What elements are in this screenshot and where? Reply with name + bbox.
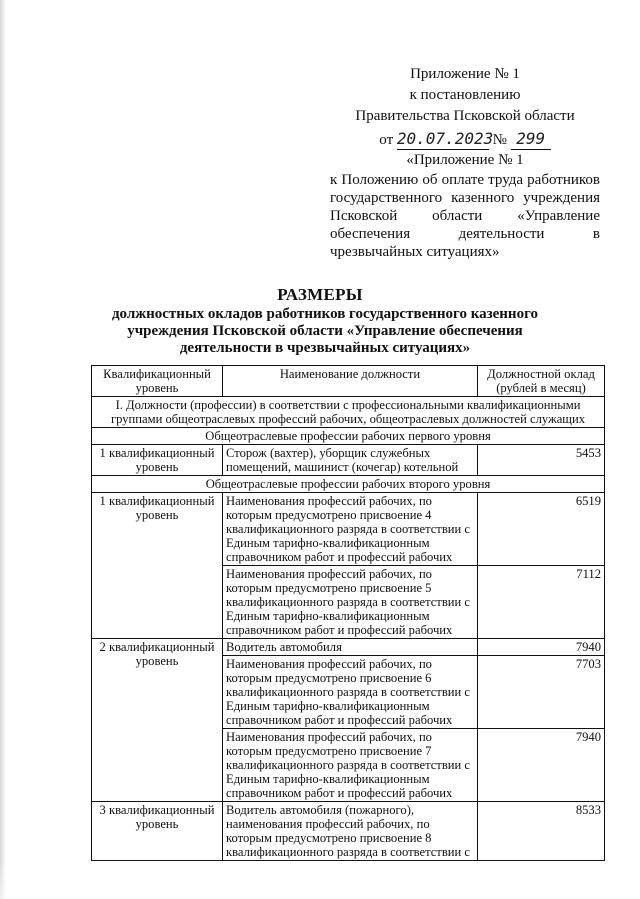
scan-bottom-fade xyxy=(0,859,640,899)
level-cell: 1 квалификационный уровень xyxy=(92,493,223,639)
salary-cell: 5453 xyxy=(478,445,605,476)
group-row xyxy=(92,476,605,493)
position-cell: Наименования профессий рабочих, по которым предусмотрено присвоение 6 квалификационного разряда в соответствии с Единым тарифно-квалификационным справочником работ и профессий рабочих xyxy=(223,656,478,729)
position-cell: Наименования профессий рабочих, по которым предусмотрено присвоение 7 квалификационного разряда в соответствии с Единым тарифно-квалификационным справочником работ и профессий рабочих xyxy=(223,729,478,802)
header-line-1: Приложение № 1 xyxy=(410,66,520,82)
level-cell: 1 квалификационный уровень xyxy=(92,445,223,476)
attachment-note xyxy=(330,150,600,261)
header-position: Наименование должности xyxy=(223,366,478,397)
number-prefix: № xyxy=(492,132,507,148)
date-prefix: от xyxy=(379,132,394,148)
position-cell: Наименования профессий рабочих, по которым предусмотрено присвоение 5 квалификационного разряда в соответствии с Единым тарифно-квалификационным справочником работ и профессий рабочих xyxy=(223,566,478,639)
approval-header xyxy=(330,64,600,151)
level-cell: 3 квалификационный уровень xyxy=(92,802,223,861)
attachment-text: к Положению об оплате труда работников государственного казенного учреждения Псковской области «Управление обеспечения деятельности в чрезвычайных ситуациях» xyxy=(330,172,600,260)
header-date-line xyxy=(330,128,600,151)
table-row xyxy=(92,445,605,476)
group-1-title: Общеотраслевые профессии рабочих первого уровня xyxy=(92,428,605,445)
table-header-row xyxy=(92,366,605,397)
doc-subtitle: должностных окладов работников государственного казенного учреждения Псковской области «Управление обеспечения деятельности в чрезвычайных ситуациях» xyxy=(111,306,539,356)
table-row xyxy=(92,639,605,656)
header-line-2: к постановлению xyxy=(409,87,521,103)
position-cell: Сторож (вахтер), уборщик служебных помещений, машинист (кочегар) котельной xyxy=(223,445,478,476)
salary-cell: 8533 xyxy=(478,802,605,861)
scan-edge xyxy=(0,0,6,899)
position-cell: Наименования профессий рабочих, по которым предусмотрено присвоение 4 квалификационного разряда в соответствии с Единым тарифно-квалификационным справочником работ и профессий рабочих xyxy=(223,493,478,566)
level-cell: 2 квалификационный уровень xyxy=(92,639,223,802)
group-row xyxy=(92,428,605,445)
salary-cell: 6519 xyxy=(478,493,605,566)
header-salary: Должностной оклад (рублей в месяц) xyxy=(478,366,605,397)
salary-cell: 7112 xyxy=(478,566,605,639)
group-2-title: Общеотраслевые профессии рабочих второго уровня xyxy=(92,476,605,493)
header-level: Квалификационный уровень xyxy=(92,366,223,397)
salary-table xyxy=(91,365,605,861)
position-cell: Водитель автомобиля xyxy=(223,639,478,656)
doc-title: РАЗМЕРЫ xyxy=(277,285,363,304)
handwritten-number: 299 xyxy=(511,128,551,150)
table-row xyxy=(92,493,605,566)
position-cell: Водитель автомобиля (пожарного), наименования профессий рабочих, по которым предусмотрено присвоение 8 квалификационного разряда в соответствии с xyxy=(223,802,478,861)
section-row xyxy=(92,397,605,428)
salary-cell: 7940 xyxy=(478,639,605,656)
table-row xyxy=(92,802,605,861)
handwritten-date: 20.07.2023 xyxy=(396,129,494,148)
salary-cell: 7703 xyxy=(478,656,605,729)
section-1-title: I. Должности (профессии) в соответствии с профессиональными квалификационными группами общеотраслевых профессий рабочих, общеотраслевых должностей служащих xyxy=(92,397,605,428)
attachment-title: «Приложение № 1 xyxy=(406,152,524,168)
salary-cell: 7940 xyxy=(478,729,605,802)
header-line-3: Правительства Псковской области xyxy=(355,108,575,124)
